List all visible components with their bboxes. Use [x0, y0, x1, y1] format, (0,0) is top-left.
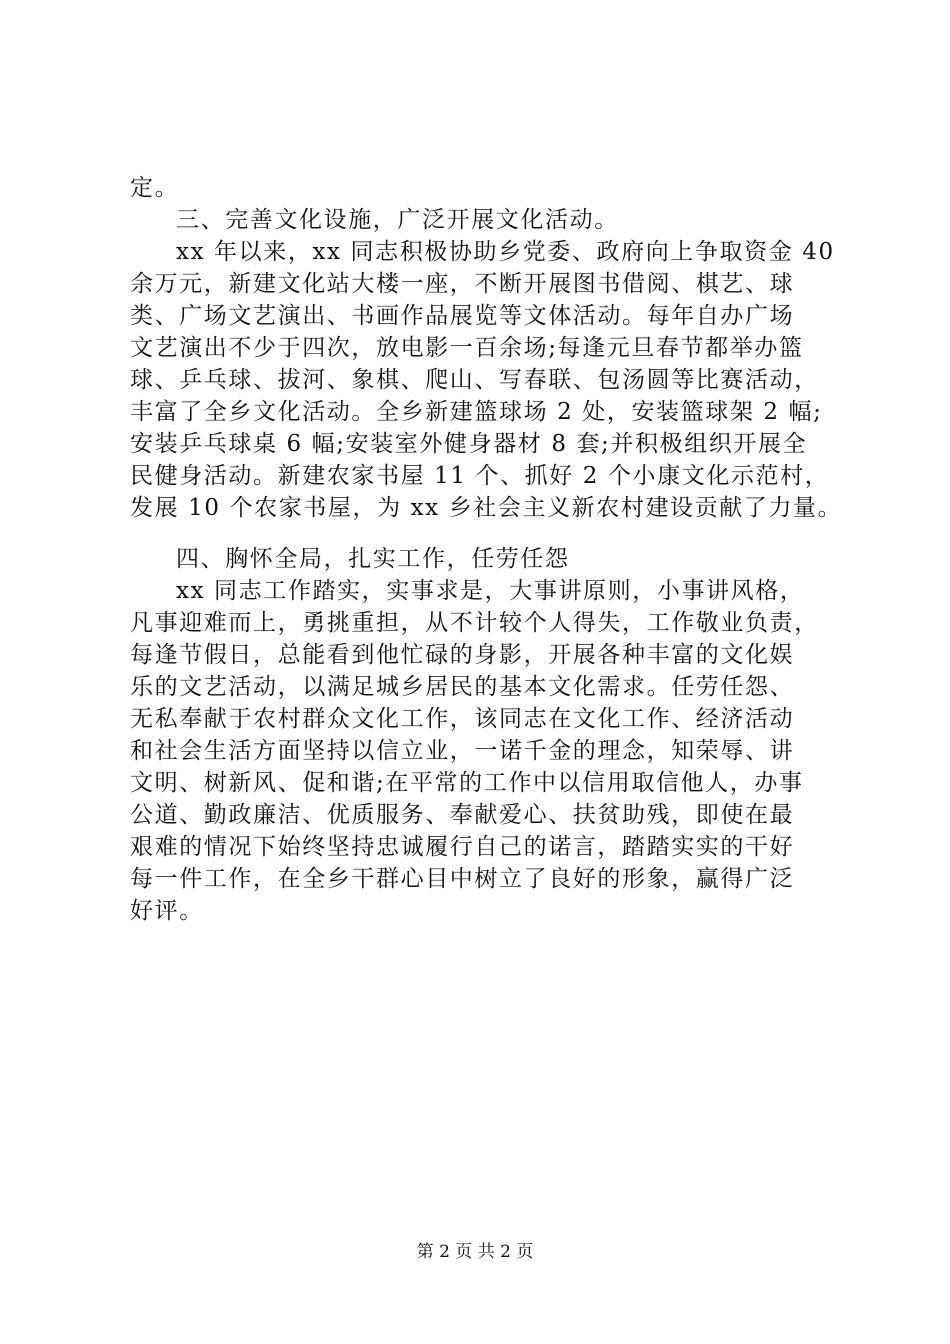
- text-line: xx 同志工作踏实，实事求是，大事讲原则，小事讲风格，: [176, 578, 805, 604]
- section-3-body: [130, 236, 850, 524]
- text-line: 每逢节假日，总能看到他忙碌的身影，开展各种丰富的文化娱: [130, 642, 795, 668]
- text-line: 每一件工作，在全乡干群心目中树立了良好的形象，赢得广泛: [130, 866, 795, 892]
- text-line: 好评。: [130, 898, 204, 924]
- text-line: 乐的文艺活动，以满足城乡居民的基本文化需求。任劳任怨、: [130, 674, 795, 700]
- text-line: 文明、树新风、促和谐;在平常的工作中以信用取信他人，办事: [130, 770, 804, 796]
- page-footer: 第 2 页 共 2 页: [416, 1242, 534, 1262]
- text-line: 发展 10 个农家书屋，为 xx 乡社会主义新农村建设贡献了力量。: [130, 495, 843, 521]
- text-line: 四、胸怀全局，扎实工作，任劳任怨: [176, 546, 570, 572]
- text-line: xx 年以来，xx 同志积极协助乡党委、政府向上争取资金 40: [176, 239, 835, 265]
- text-line: 凡事迎难而上，勇挑重担，从不计较个人得失，工作敬业负责，: [130, 610, 819, 636]
- text-line: 定。: [130, 175, 180, 201]
- text-line: 三、完善文化设施，广泛开展文化活动。: [176, 207, 619, 233]
- paragraph-gap: [130, 524, 850, 543]
- text-line: 文艺演出不少于四次，放电影一百余场;每逢元旦春节都举办篮: [130, 335, 804, 361]
- text-line: 和社会生活方面坚持以信立业，一诺千金的理念，知荣辱、讲: [130, 738, 795, 764]
- text-line: 艰难的情况下始终坚持忠诚履行自己的诺言，踏踏实实的干好: [130, 834, 795, 860]
- text-line: 无私奉献于农村群众文化工作，该同志在文化工作、经济活动: [130, 706, 795, 732]
- text-line: 类、广场文艺演出、书画作品展览等文体活动。每年自办广场: [130, 303, 795, 329]
- text-line: 丰富了全乡文化活动。全乡新建篮球场 2 处，安装篮球架 2 幅;: [130, 399, 823, 425]
- para-continuation: [130, 172, 850, 204]
- text-line: 公道、勤政廉洁、优质服务、奉献爱心、扶贫助残，即使在最: [130, 802, 795, 828]
- text-line: 余万元，新建文化站大楼一座，不断开展图书借阅、棋艺、球: [130, 271, 795, 297]
- section-4-body: [130, 575, 850, 927]
- document-body: [130, 172, 850, 927]
- section-3-heading: [130, 204, 850, 236]
- text-line: 球、乒乓球、拔河、象棋、爬山、写春联、包汤圆等比赛活动，: [130, 367, 819, 393]
- section-4-heading: [130, 543, 850, 575]
- text-line: 民健身活动。新建农家书屋 11 个、抓好 2 个小康文化示范村，: [130, 463, 830, 489]
- text-line: 安装乒乓球桌 6 幅;安装室外健身器材 8 套;并积极组织开展全: [130, 431, 808, 457]
